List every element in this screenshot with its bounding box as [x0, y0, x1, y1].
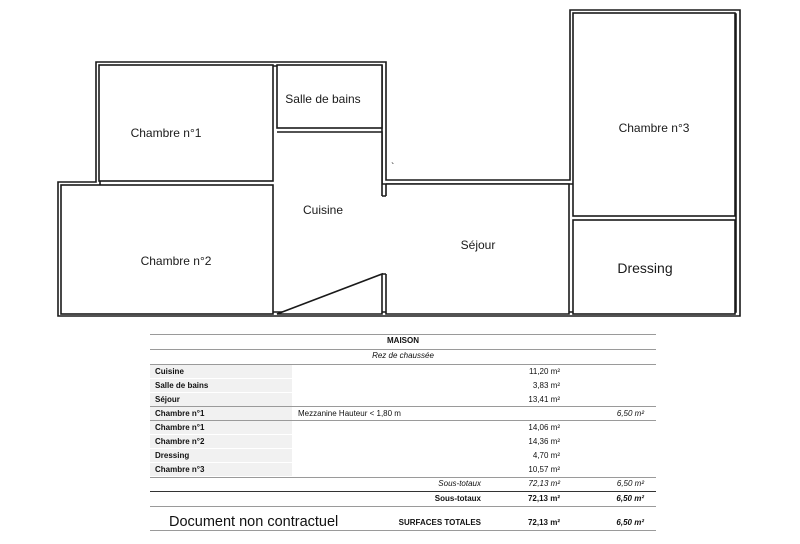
- room-chambre-3: [573, 13, 735, 216]
- subtotal-bold-surface: 72,13 m²: [527, 494, 560, 503]
- table-row: [150, 463, 656, 477]
- row-room: Dressing: [150, 449, 292, 462]
- row-surface: 11,20 m²: [529, 367, 560, 376]
- subtotal-label: Sous-totaux: [438, 479, 481, 488]
- wall-mark: `: [391, 162, 395, 173]
- row-note: Mezzanine Hauteur < 1,80 m: [298, 409, 401, 418]
- row-room: Séjour: [150, 393, 292, 406]
- label-salle-de-bains: Salle de bains: [285, 92, 361, 106]
- row-room: Chambre n°3: [150, 463, 292, 476]
- label-cuisine: Cuisine: [302, 203, 344, 217]
- subtotal-mezzanine: 6,50 m²: [616, 479, 644, 488]
- room-cuisine: [277, 132, 569, 314]
- table-title: MAISON: [387, 336, 419, 345]
- total-surface: 72,13 m²: [527, 518, 560, 527]
- row-room: Chambre n°1: [150, 421, 292, 434]
- table-row: [150, 407, 656, 421]
- row-surface: 14,06 m²: [528, 423, 560, 432]
- subtotal-surface: 72,13 m²: [528, 479, 560, 488]
- room-chambre-2: [61, 185, 273, 314]
- table-row: [150, 379, 656, 393]
- table-row: [150, 393, 656, 407]
- row-surface: 14,36 m²: [528, 437, 560, 446]
- row-surface: 10,57 m²: [528, 465, 560, 474]
- subtotal-bold-label: Sous-totaux: [434, 494, 481, 503]
- row-surface: 3,83 m²: [532, 381, 560, 390]
- total-mezzanine: 6,50 m²: [616, 518, 644, 527]
- row-room: Chambre n°2: [150, 435, 292, 448]
- label-chambre-3: Chambre n°3: [618, 121, 690, 135]
- label-chambre-2: Chambre n°2: [140, 254, 212, 268]
- disclaimer-text: Document non contractuel: [169, 514, 339, 530]
- subtotal-bold-row: [150, 492, 656, 506]
- total-label: SURFACES TOTALES: [398, 518, 481, 527]
- subtotal-row: [150, 477, 656, 491]
- row-room: Cuisine: [150, 365, 292, 378]
- row-mezzanine: 6,50 m²: [616, 409, 644, 418]
- row-room: Chambre n°1: [150, 407, 292, 420]
- label-sejour: Séjour: [460, 238, 496, 252]
- label-chambre-1: Chambre n°1: [130, 126, 202, 140]
- label-dressing: Dressing: [617, 260, 673, 276]
- row-surface: 4,70 m²: [532, 451, 560, 460]
- table-row: [150, 449, 656, 463]
- table-row: [150, 435, 656, 449]
- table-row: [150, 365, 656, 379]
- row-room: Salle de bains: [150, 379, 292, 392]
- subtotal-bold-mezzanine: 6,50 m²: [616, 494, 644, 503]
- room-sejour: [382, 184, 386, 274]
- room-chambre-1: [99, 65, 273, 181]
- table-level: Rez de chaussée: [372, 351, 434, 360]
- row-surface: 13,41 m²: [528, 395, 560, 404]
- table-row: [150, 421, 656, 435]
